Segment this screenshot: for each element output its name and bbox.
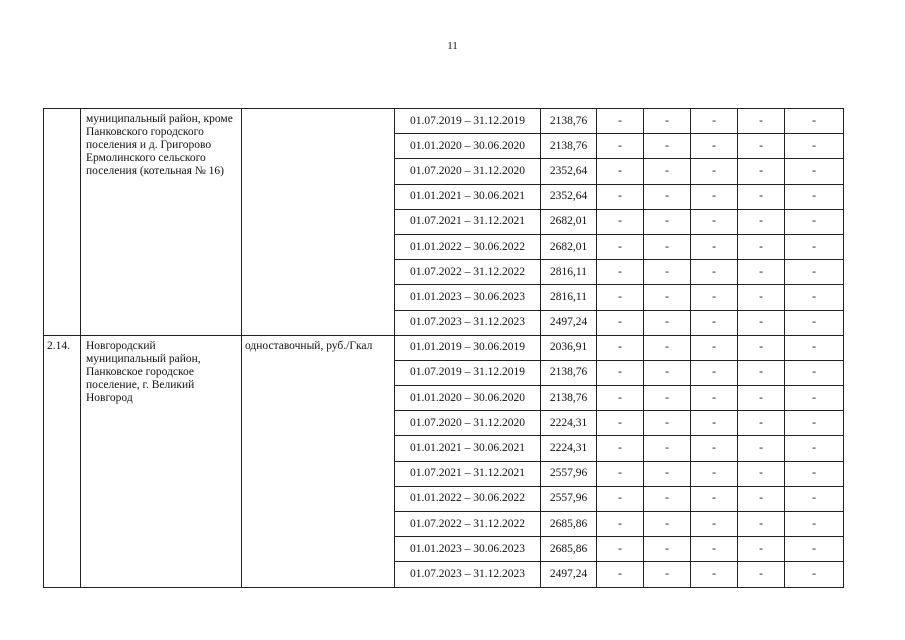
dash-cell: -	[738, 335, 785, 360]
period-cell: 01.07.2021 – 31.12.2021	[395, 209, 541, 234]
table-row	[44, 335, 844, 360]
territory-cell: Новгородский муниципальный район, Панковское городское поселение, г. Великий Новгород	[81, 335, 242, 587]
tariff-value-cell: 2685,86	[541, 512, 597, 537]
dash-cell: -	[738, 260, 785, 285]
dash-cell: -	[691, 285, 738, 310]
tariff-value-cell: 2224,31	[541, 436, 597, 461]
dash-cell: -	[597, 562, 644, 587]
dash-cell: -	[644, 285, 691, 310]
dash-cell: -	[738, 209, 785, 234]
dash-cell: -	[738, 134, 785, 159]
dash-cell: -	[691, 234, 738, 259]
dash-cell: -	[597, 260, 644, 285]
dash-cell: -	[644, 486, 691, 511]
tariff-table	[43, 108, 844, 588]
period-cell: 01.01.2022 – 30.06.2022	[395, 486, 541, 511]
dash-cell: -	[691, 360, 738, 385]
tariff-value-cell: 2138,76	[541, 109, 597, 134]
dash-cell: -	[691, 209, 738, 234]
table-row	[44, 109, 844, 134]
dash-cell: -	[597, 436, 644, 461]
dash-cell: -	[691, 184, 738, 209]
dash-cell: -	[691, 512, 738, 537]
dash-cell: -	[644, 562, 691, 587]
dash-cell: -	[738, 461, 785, 486]
dash-cell: -	[691, 436, 738, 461]
dash-cell: -	[785, 436, 844, 461]
dash-cell: -	[644, 436, 691, 461]
dash-cell: -	[644, 109, 691, 134]
dash-cell: -	[644, 461, 691, 486]
dash-cell: -	[691, 411, 738, 436]
dash-cell: -	[785, 562, 844, 587]
tariff-value-cell: 2138,76	[541, 386, 597, 411]
dash-cell: -	[644, 537, 691, 562]
dash-cell: -	[738, 285, 785, 310]
dash-cell: -	[691, 109, 738, 134]
period-cell: 01.01.2020 – 30.06.2020	[395, 386, 541, 411]
dash-cell: -	[644, 512, 691, 537]
dash-cell: -	[597, 209, 644, 234]
period-cell: 01.01.2019 – 30.06.2019	[395, 335, 541, 360]
dash-cell: -	[738, 436, 785, 461]
period-cell: 01.07.2023 – 31.12.2023	[395, 562, 541, 587]
period-cell: 01.07.2019 – 31.12.2019	[395, 360, 541, 385]
dash-cell: -	[691, 335, 738, 360]
period-cell: 01.07.2019 – 31.12.2019	[395, 109, 541, 134]
tariff-value-cell: 2497,24	[541, 562, 597, 587]
dash-cell: -	[738, 562, 785, 587]
dash-cell: -	[691, 386, 738, 411]
dash-cell: -	[738, 360, 785, 385]
period-cell: 01.07.2022 – 31.12.2022	[395, 260, 541, 285]
dash-cell: -	[785, 184, 844, 209]
dash-cell: -	[597, 285, 644, 310]
dash-cell: -	[785, 360, 844, 385]
dash-cell: -	[644, 310, 691, 335]
period-cell: 01.01.2021 – 30.06.2021	[395, 436, 541, 461]
dash-cell: -	[597, 184, 644, 209]
dash-cell: -	[785, 134, 844, 159]
dash-cell: -	[785, 234, 844, 259]
territory-cell: муниципальный район, кроме Панковского городского поселения и д. Григорово Ермолинского сельского поселения (котельная № 16)	[81, 109, 242, 336]
dash-cell: -	[785, 109, 844, 134]
dash-cell: -	[644, 335, 691, 360]
dash-cell: -	[785, 335, 844, 360]
dash-cell: -	[691, 562, 738, 587]
dash-cell: -	[644, 411, 691, 436]
period-cell: 01.01.2021 – 30.06.2021	[395, 184, 541, 209]
period-cell: 01.07.2020 – 31.12.2020	[395, 411, 541, 436]
tariff-value-cell: 2352,64	[541, 159, 597, 184]
dash-cell: -	[691, 486, 738, 511]
tariff-value-cell: 2138,76	[541, 134, 597, 159]
dash-cell: -	[785, 209, 844, 234]
dash-cell: -	[644, 134, 691, 159]
tariff-table-body	[44, 109, 844, 588]
item-number-cell	[44, 109, 81, 336]
period-cell: 01.07.2021 – 31.12.2021	[395, 461, 541, 486]
tariff-value-cell: 2557,96	[541, 461, 597, 486]
tariff-value-cell: 2352,64	[541, 184, 597, 209]
dash-cell: -	[597, 360, 644, 385]
tariff-value-cell: 2224,31	[541, 411, 597, 436]
dash-cell: -	[691, 260, 738, 285]
dash-cell: -	[785, 537, 844, 562]
dash-cell: -	[597, 512, 644, 537]
tariff-type-cell: одноставочный, руб./Гкал	[242, 335, 395, 587]
page-number: 11	[447, 40, 458, 52]
dash-cell: -	[691, 461, 738, 486]
tariff-value-cell: 2682,01	[541, 209, 597, 234]
dash-cell: -	[785, 285, 844, 310]
tariff-value-cell: 2497,24	[541, 310, 597, 335]
dash-cell: -	[738, 310, 785, 335]
dash-cell: -	[597, 486, 644, 511]
dash-cell: -	[597, 411, 644, 436]
dash-cell: -	[691, 159, 738, 184]
period-cell: 01.01.2022 – 30.06.2022	[395, 234, 541, 259]
dash-cell: -	[644, 159, 691, 184]
dash-cell: -	[738, 109, 785, 134]
tariff-value-cell: 2138,76	[541, 360, 597, 385]
dash-cell: -	[597, 234, 644, 259]
tariff-value-cell: 2816,11	[541, 260, 597, 285]
dash-cell: -	[738, 486, 785, 511]
tariff-value-cell: 2682,01	[541, 234, 597, 259]
dash-cell: -	[597, 386, 644, 411]
dash-cell: -	[738, 234, 785, 259]
dash-cell: -	[785, 386, 844, 411]
dash-cell: -	[597, 310, 644, 335]
dash-cell: -	[691, 537, 738, 562]
period-cell: 01.07.2022 – 31.12.2022	[395, 512, 541, 537]
tariff-value-cell: 2816,11	[541, 285, 597, 310]
dash-cell: -	[644, 360, 691, 385]
dash-cell: -	[738, 184, 785, 209]
tariff-value-cell: 2036,91	[541, 335, 597, 360]
dash-cell: -	[785, 159, 844, 184]
tariff-value-cell: 2557,96	[541, 486, 597, 511]
dash-cell: -	[597, 134, 644, 159]
dash-cell: -	[738, 512, 785, 537]
dash-cell: -	[644, 260, 691, 285]
dash-cell: -	[785, 310, 844, 335]
dash-cell: -	[597, 159, 644, 184]
dash-cell: -	[644, 386, 691, 411]
dash-cell: -	[691, 134, 738, 159]
dash-cell: -	[785, 486, 844, 511]
item-number-cell: 2.14.	[44, 335, 81, 587]
dash-cell: -	[644, 234, 691, 259]
dash-cell: -	[644, 184, 691, 209]
period-cell: 01.01.2020 – 30.06.2020	[395, 134, 541, 159]
tariff-type-cell	[242, 109, 395, 336]
period-cell: 01.01.2023 – 30.06.2023	[395, 285, 541, 310]
dash-cell: -	[738, 386, 785, 411]
period-cell: 01.07.2023 – 31.12.2023	[395, 310, 541, 335]
dash-cell: -	[644, 209, 691, 234]
dash-cell: -	[738, 411, 785, 436]
dash-cell: -	[597, 461, 644, 486]
dash-cell: -	[738, 537, 785, 562]
period-cell: 01.07.2020 – 31.12.2020	[395, 159, 541, 184]
dash-cell: -	[785, 512, 844, 537]
dash-cell: -	[785, 461, 844, 486]
dash-cell: -	[785, 411, 844, 436]
dash-cell: -	[738, 159, 785, 184]
dash-cell: -	[691, 310, 738, 335]
tariff-value-cell: 2685,86	[541, 537, 597, 562]
dash-cell: -	[597, 537, 644, 562]
dash-cell: -	[785, 260, 844, 285]
period-cell: 01.01.2023 – 30.06.2023	[395, 537, 541, 562]
dash-cell: -	[597, 109, 644, 134]
dash-cell: -	[597, 335, 644, 360]
